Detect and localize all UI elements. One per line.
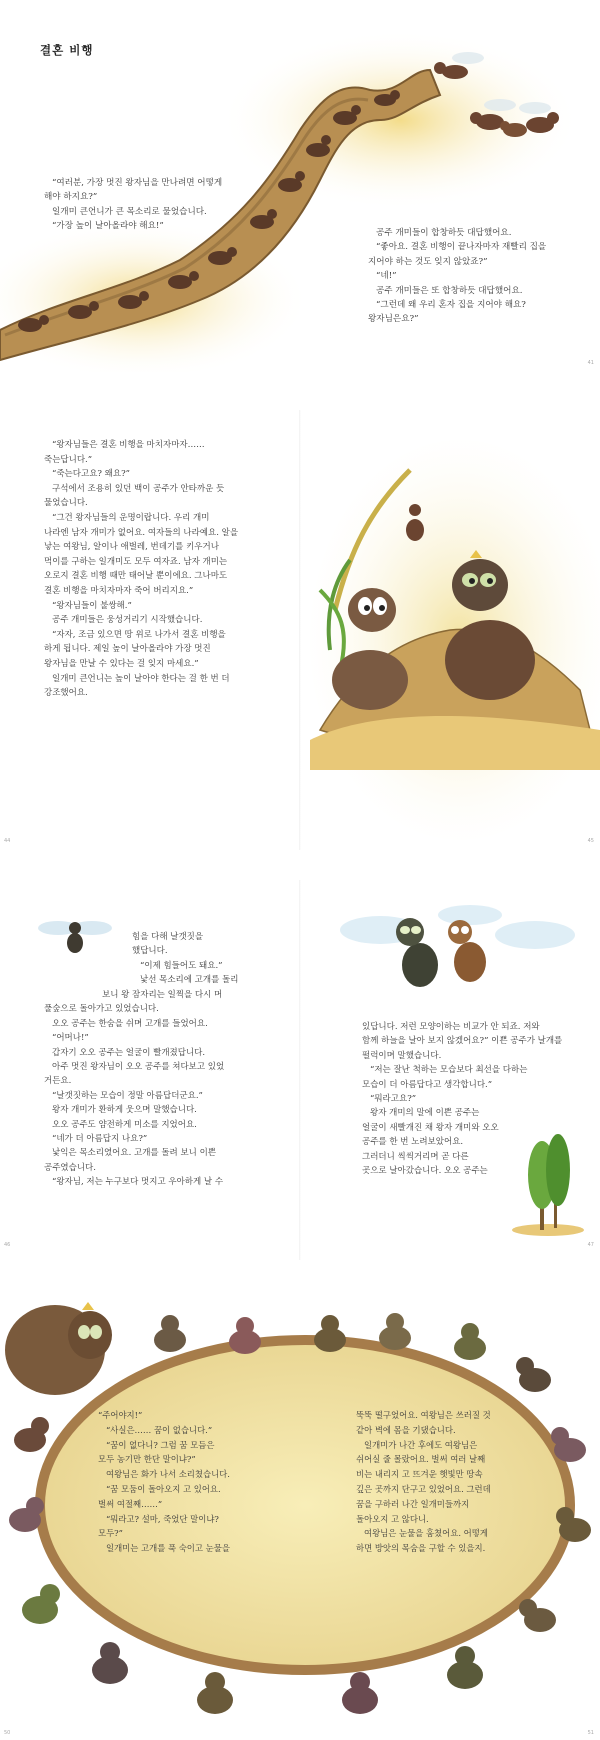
text-line: “왕자님들이 불쌍해.” bbox=[52, 600, 132, 611]
ant-icon bbox=[18, 315, 49, 332]
text-line: “꿈이 없다니? 그럼 꿈 모듬은 bbox=[106, 1439, 215, 1450]
text-line: 공주 개미들이 합창하듯 대답했어요. bbox=[376, 228, 512, 238]
text-line: 오로지 결혼 비행 때만 태어날 뿐이에요. 그나마도 bbox=[44, 571, 228, 582]
page-number: 50 bbox=[4, 1730, 11, 1736]
text-line: 죽는답니다.” bbox=[44, 454, 93, 465]
ant-icon bbox=[379, 1313, 411, 1350]
ant-prince-icon bbox=[396, 918, 438, 987]
ant-icon bbox=[519, 1599, 556, 1632]
right-paragraph bbox=[356, 1408, 536, 1556]
text-line: 낳는 여왕님, 알이나 애벌레, 번데기를 키우거나 bbox=[44, 542, 219, 553]
text-line: 낯익은 목소리였어요. 고개를 돌려 보니 이쁜 bbox=[52, 1148, 217, 1159]
text-line: 일개미는 고개를 푹 숙이고 눈물을 bbox=[106, 1543, 230, 1554]
text-line: “그런데 왜 우리 혼자 집을 지어야 해요? bbox=[376, 300, 526, 311]
ant-icon bbox=[229, 1317, 261, 1354]
text-line: 공주 개미들은 웅성거리기 시작했습니다. bbox=[52, 615, 203, 626]
spread-1 bbox=[0, 0, 600, 372]
ant-icon bbox=[314, 1315, 346, 1352]
ant-icon bbox=[250, 209, 277, 229]
text-line: 물었습니다. bbox=[44, 498, 88, 509]
right-paragraph bbox=[362, 1020, 584, 1092]
left-indented-paragraph bbox=[132, 930, 292, 988]
ant-icon bbox=[168, 271, 199, 289]
left-paragraph bbox=[44, 438, 258, 701]
flying-ant-left-illustration bbox=[30, 908, 120, 968]
winged-ant-icon bbox=[434, 52, 484, 79]
ant-icon bbox=[68, 301, 99, 319]
text-line: 함께 하늘을 날아 보지 않겠어요?” 이쁜 공주가 날개를 bbox=[362, 1036, 563, 1047]
text-line: 왕자님은요?” bbox=[368, 314, 419, 325]
text-line: 낯선 목소리에 고개를 돌리 bbox=[140, 975, 239, 986]
text-line: 지어야 하는 것도 잊지 않았죠?” bbox=[368, 256, 488, 267]
ant-princess-icon bbox=[448, 920, 486, 982]
text-line: “왕자님, 저는 누구보다 멋지고 우아하게 날 수 bbox=[52, 1177, 224, 1188]
text-line: 펄럭이며 말했습니다. bbox=[362, 1050, 442, 1061]
text-line: “여러분, 가장 멋진 왕자님을 만나려면 어떻게 bbox=[52, 178, 223, 188]
text-line: “저는 잘난 척하는 모습보다 최선을 다하는 bbox=[370, 1065, 528, 1076]
two-ants-illustration bbox=[310, 410, 600, 850]
text-line: 일개미가 나간 후에도 여왕님은 bbox=[364, 1439, 478, 1450]
right-indented-paragraph bbox=[362, 1092, 522, 1178]
text-line: 나라엔 남자 개미가 없어요. 여자들의 나라예요. 알을 bbox=[44, 527, 239, 538]
text-line: 벌써 여절째……” bbox=[98, 1498, 163, 1509]
text-line: 오오 공주도 얌전하게 미소를 지었어요. bbox=[52, 1119, 197, 1130]
ant-icon bbox=[342, 1672, 378, 1714]
text-line: 하게 됩니다. 제일 높이 날아올라야 가장 멋진 bbox=[44, 644, 211, 655]
text-line: “가장 높이 날아올라야 해요!” bbox=[52, 221, 164, 232]
text-line: “죽는다고요? 왜요?” bbox=[52, 469, 130, 480]
text-line: “네!” bbox=[376, 271, 397, 282]
text-line: 쉬어실 줄 몰랐어요. 벌써 여러 날째 bbox=[356, 1454, 486, 1465]
text-line: 비는 내리지 고 뜨겨운 햇빛만 땅속 bbox=[356, 1469, 483, 1480]
text-line: 왕자 개미의 말에 이쁜 공주는 bbox=[370, 1108, 480, 1119]
ant-icon bbox=[197, 1672, 233, 1714]
page-number: 45 bbox=[587, 838, 594, 844]
page-number: 41 bbox=[587, 360, 594, 366]
gutter bbox=[299, 880, 301, 1260]
text-line: “뭐라고요?” bbox=[370, 1094, 417, 1104]
text-line: “날갯짓하는 모습이 정말 아름답더군요.” bbox=[52, 1090, 203, 1101]
text-line: 공주를 한 번 노려보았어요. bbox=[362, 1137, 464, 1148]
text-line: 깊은 곳까지 단구고 있었어요. 그런데 bbox=[356, 1483, 491, 1494]
text-line: “왕자님들은 결혼 비행을 마치자마자…… bbox=[52, 440, 205, 450]
ant-icon bbox=[154, 1315, 186, 1352]
text-line: 하면 방앗의 목숨을 구할 수 있을지. bbox=[356, 1543, 486, 1554]
text-line: 모두?” bbox=[98, 1528, 123, 1539]
right-paragraph bbox=[368, 226, 584, 327]
left-paragraph bbox=[98, 1408, 288, 1556]
ant-icon bbox=[208, 247, 237, 265]
text-line: “꿈 모둠이 돌아오지 고 있어요. bbox=[106, 1483, 221, 1494]
tree-illustration bbox=[510, 1120, 590, 1240]
text-line: 모습이 더 아름답다고 생각합니다.” bbox=[362, 1079, 493, 1090]
text-line: “자자, 조금 있으면 땅 위로 나가서 결혼 비행을 bbox=[52, 629, 226, 640]
spread-4 bbox=[0, 1290, 600, 1740]
ant-icon bbox=[333, 105, 361, 125]
page-number: 44 bbox=[4, 838, 11, 844]
text-line: 있답니다. 저런 모양이하는 비교가 안 되죠. 저와 bbox=[362, 1022, 540, 1032]
spread-3 bbox=[0, 880, 600, 1260]
text-line: 했답니다. bbox=[132, 946, 168, 957]
left-paragraph bbox=[44, 176, 254, 234]
text-line: “뭐라고? 설마, 죽었단 말이냐? bbox=[106, 1513, 219, 1524]
ant-icon bbox=[454, 1323, 486, 1360]
text-line: 해야 하지요?” bbox=[44, 192, 98, 203]
text-line: 일개미 큰언니는 높이 날아야 한다는 걸 한 번 더 bbox=[52, 673, 230, 684]
ant-icon bbox=[278, 171, 305, 192]
text-line: 거든요. bbox=[44, 1076, 72, 1087]
ant-icon bbox=[118, 291, 149, 309]
text-line: 먹이를 구하는 일개미도 모두 여자죠. 남자 개미는 bbox=[44, 556, 228, 567]
ant-icon bbox=[14, 1417, 49, 1452]
page-number: 51 bbox=[587, 1730, 594, 1736]
text-line: 아주 멋진 왕자님이 오오 공주를 쳐다보고 있었 bbox=[52, 1062, 225, 1073]
text-line: 꿈을 구하러 나간 일개미들까지 bbox=[356, 1498, 470, 1509]
text-line: 돌아오지 고 않다니. bbox=[356, 1513, 429, 1524]
chapter-title: 결혼 비행 bbox=[40, 43, 94, 57]
text-line: “좋아요. 결혼 비행이 끝나자마자 재빨리 집을 bbox=[376, 242, 547, 253]
text-line: 결혼 비행을 마치자마자 죽어 버리지요.” bbox=[44, 585, 194, 596]
text-line: 갑자기 오오 공주는 얼굴이 빨개졌답니다. bbox=[52, 1047, 206, 1058]
page-number: 47 bbox=[587, 1242, 594, 1248]
gutter bbox=[299, 410, 301, 850]
ant-icon bbox=[447, 1646, 483, 1689]
text-line: 같아 벽에 몸을 기댔습니다. bbox=[356, 1424, 456, 1435]
text-line: 오오 공주는 한숨을 쉬며 고개를 들었어요. bbox=[52, 1018, 208, 1029]
text-line: 강조했어요. bbox=[44, 688, 88, 699]
spread-2 bbox=[0, 410, 600, 850]
text-line: 일개미 큰언니가 큰 목소리로 물었습니다. bbox=[52, 206, 207, 217]
text-line: “주어야지!” bbox=[98, 1410, 143, 1420]
page-number: 46 bbox=[4, 1242, 11, 1248]
text-line: 공주였습니다. bbox=[44, 1162, 96, 1173]
text-line: 여왕님은 눈물을 훔쳤어요. 어떻게 bbox=[364, 1528, 488, 1539]
text-line: 왕자님을 만날 수 있다는 걸 잊지 마세요.” bbox=[44, 658, 199, 669]
text-line: 여왕님은 화가 나서 소리쳤습니다. bbox=[106, 1469, 230, 1480]
ant-icon bbox=[22, 1584, 60, 1624]
text-line: 모두 농기만 한단 말이냐?” bbox=[98, 1454, 196, 1465]
text-line: 왕자 개미가 환하게 웃으며 말했습니다. bbox=[52, 1105, 197, 1116]
ant-icon bbox=[306, 135, 331, 157]
ant-icon bbox=[374, 90, 400, 106]
text-line: 얼굴이 새빨개진 채 왕자 개미와 오오 bbox=[362, 1122, 499, 1133]
ant-icon bbox=[92, 1642, 128, 1684]
ant-icon bbox=[516, 1357, 551, 1392]
text-line: 공주 개미들은 또 합창하듯 대답했어요. bbox=[376, 285, 523, 296]
text-line: 뚝뚝 떨구었어요. 여왕님은 쓰러질 것 bbox=[356, 1410, 491, 1420]
left-paragraph bbox=[44, 988, 258, 1190]
text-line: “어머나!” bbox=[52, 1033, 89, 1044]
text-line: 보니 왕 잠자리는 일찍을 다시 머 bbox=[102, 990, 223, 1000]
text-line: “이제 힘들어도 돼요.” bbox=[140, 960, 223, 971]
text-line: 구석에서 조용히 있던 백이 공주가 안타까운 듯 bbox=[52, 483, 225, 494]
winged-ant-icon bbox=[500, 121, 527, 137]
text-line: 곳으로 날아갔습니다. 오오 공주는 bbox=[362, 1166, 488, 1177]
text-line: 그러더니 씩씩거리며 곧 다른 bbox=[362, 1151, 469, 1162]
text-line: 풀숲으로 돌아가고 있었습니다. bbox=[44, 1004, 159, 1015]
text-line: “사실은…… 꿈이 없습니다.” bbox=[106, 1424, 213, 1435]
text-line: 힘을 다해 날갯짓을 bbox=[132, 932, 204, 942]
queen-ant-icon bbox=[5, 1302, 112, 1395]
text-line: “그건 왕자님들의 운명이랍니다. 우리 개미 bbox=[52, 512, 210, 523]
text-line: “네가 더 아름답지 나요?” bbox=[52, 1134, 148, 1145]
flying-ants-right-illustration bbox=[340, 890, 580, 1010]
